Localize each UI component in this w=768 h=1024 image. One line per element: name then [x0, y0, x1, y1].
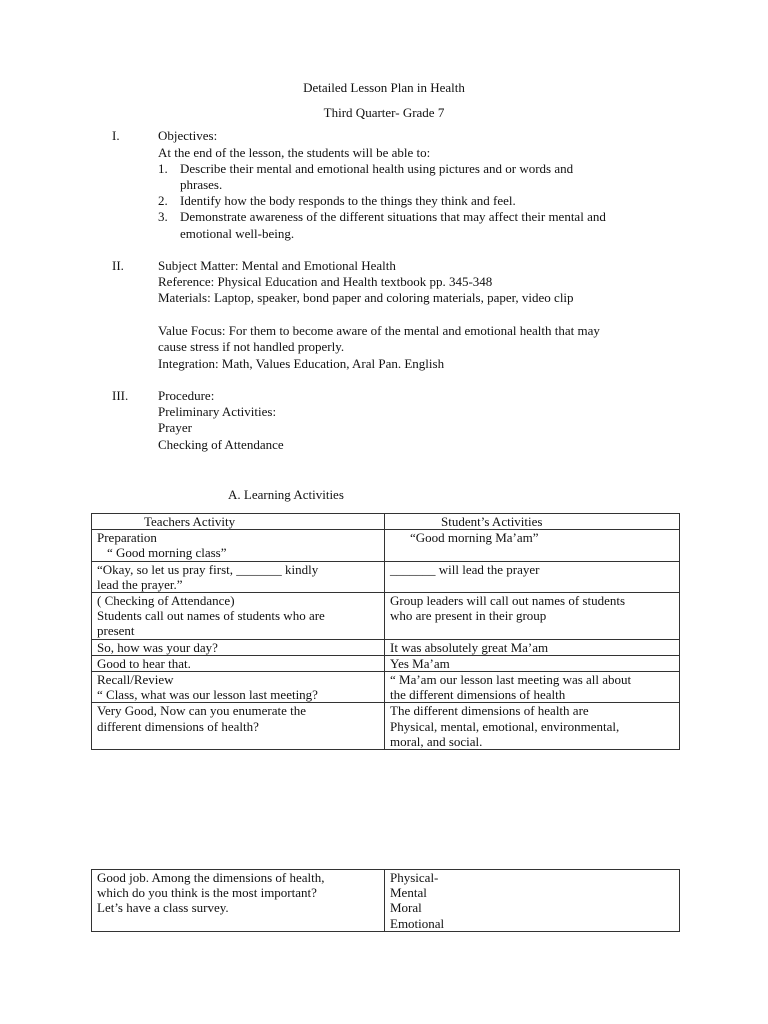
learning-activities-heading: A. Learning Activities [228, 487, 344, 502]
table-row [92, 530, 680, 561]
table-row [92, 870, 680, 932]
cell-line: Physical, mental, emotional, environmental, [390, 718, 620, 734]
integration: Integration: Math, Values Education, Aral Pan. English [158, 356, 445, 371]
reference: Reference: Physical Education and Health textbook pp. 345-348 [158, 274, 493, 289]
table-row [92, 703, 680, 750]
student-cell [385, 530, 680, 561]
teacher-cell [92, 672, 385, 703]
objective-text-line: emotional well-being. [180, 226, 295, 241]
teacher-cell [92, 530, 385, 561]
column-header-student: Student’s Activities [385, 514, 680, 530]
cell-line: Very Good, Now can you enumerate the [97, 703, 307, 719]
subject-matter: Subject Matter: Mental and Emotional Health [158, 258, 396, 273]
table-row [92, 639, 680, 655]
cell-line: “ Class, what was our lesson last meeting? [97, 687, 318, 703]
cell-line: “Okay, so let us pray first, _______ kindly [97, 561, 319, 577]
procedure-heading: Procedure: [158, 388, 215, 403]
section-numeral-procedure: III. [112, 388, 129, 403]
table-header-row [92, 514, 680, 530]
document-title: Detailed Lesson Plan in Health [303, 80, 465, 95]
class-survey-table [91, 869, 680, 932]
section-numeral-objectives: I. [112, 128, 120, 143]
table-row [92, 593, 680, 640]
cell-line: Physical- [390, 870, 439, 885]
cell-line: the different dimensions of health [390, 687, 566, 703]
cell-line: who are present in their group [390, 608, 547, 624]
cell-line: Students call out names of students who are [97, 608, 325, 624]
preliminary-activities: Preliminary Activities: [158, 404, 277, 419]
cell-line: Mental [390, 885, 427, 901]
cell-line: Good job. Among the dimensions of health, [97, 870, 325, 885]
cell-line: “ Good morning class” [107, 545, 227, 561]
objectives-heading: Objectives: [158, 128, 218, 143]
document-subtitle: Third Quarter- Grade 7 [323, 105, 445, 120]
cell-line: Let’s have a class survey. [97, 900, 229, 916]
teacher-cell: Good to hear that. [92, 655, 385, 671]
teacher-cell [92, 561, 385, 592]
objectives-intro: At the end of the lesson, the students will be able to: [158, 145, 431, 160]
objective-text-line: phrases. [180, 177, 223, 192]
cell-line: Preparation [97, 530, 157, 546]
prayer: Prayer [158, 420, 192, 435]
learning-activities-table [91, 513, 680, 750]
student-cell [385, 593, 680, 640]
table-row [92, 561, 680, 592]
cell-line: different dimensions of health? [97, 718, 259, 734]
value-focus-line: cause stress if not handled properly. [158, 339, 345, 354]
cell-line: “ Ma’am our lesson last meeting was all about [390, 672, 632, 688]
cell-line: Recall/Review [97, 672, 174, 688]
teacher-cell: So, how was your day? [92, 639, 385, 655]
objective-number: 2. [158, 193, 168, 208]
cell-line: ( Checking of Attendance) [97, 593, 235, 609]
objective-number: 3. [158, 209, 168, 224]
student-cell [385, 703, 680, 750]
student-cell [385, 561, 680, 592]
student-cell [385, 870, 680, 932]
table-row [92, 672, 680, 703]
student-cell: Yes Ma’am [385, 655, 680, 671]
objective-text-line: Identify how the body responds to the things they think and feel. [180, 193, 516, 208]
student-cell: It was absolutely great Ma’am [385, 639, 680, 655]
objective-text-line: Demonstrate awareness of the different situations that may affect their mental and [180, 209, 606, 224]
cell-line: “Good morning Ma’am” [410, 530, 539, 546]
value-focus-line: Value Focus: For them to become aware of the mental and emotional health that may [158, 323, 600, 338]
column-header-teacher: Teachers Activity [92, 514, 385, 530]
section-numeral-subject: II. [112, 258, 124, 273]
checking-attendance: Checking of Attendance [158, 437, 284, 452]
objective-text-line: Describe their mental and emotional health using pictures and or words and [180, 161, 574, 176]
cell-line: moral, and social. [390, 733, 483, 749]
objective-number: 1. [158, 161, 168, 176]
cell-line: Group leaders will call out names of students [390, 593, 626, 609]
cell-line: The different dimensions of health are [390, 703, 589, 719]
teacher-cell [92, 703, 385, 750]
teacher-cell [92, 870, 385, 932]
student-cell [385, 672, 680, 703]
cell-line: lead the prayer.” [97, 576, 183, 592]
cell-line: Moral [390, 900, 422, 916]
cell-line: present [97, 623, 135, 639]
cell-line: Emotional [390, 915, 445, 931]
table-row [92, 655, 680, 671]
teacher-cell [92, 593, 385, 640]
cell-line: which do you think is the most important? [97, 885, 317, 901]
cell-line: _______ will lead the prayer [390, 561, 540, 577]
materials: Materials: Laptop, speaker, bond paper and coloring materials, paper, video clip [158, 290, 574, 305]
